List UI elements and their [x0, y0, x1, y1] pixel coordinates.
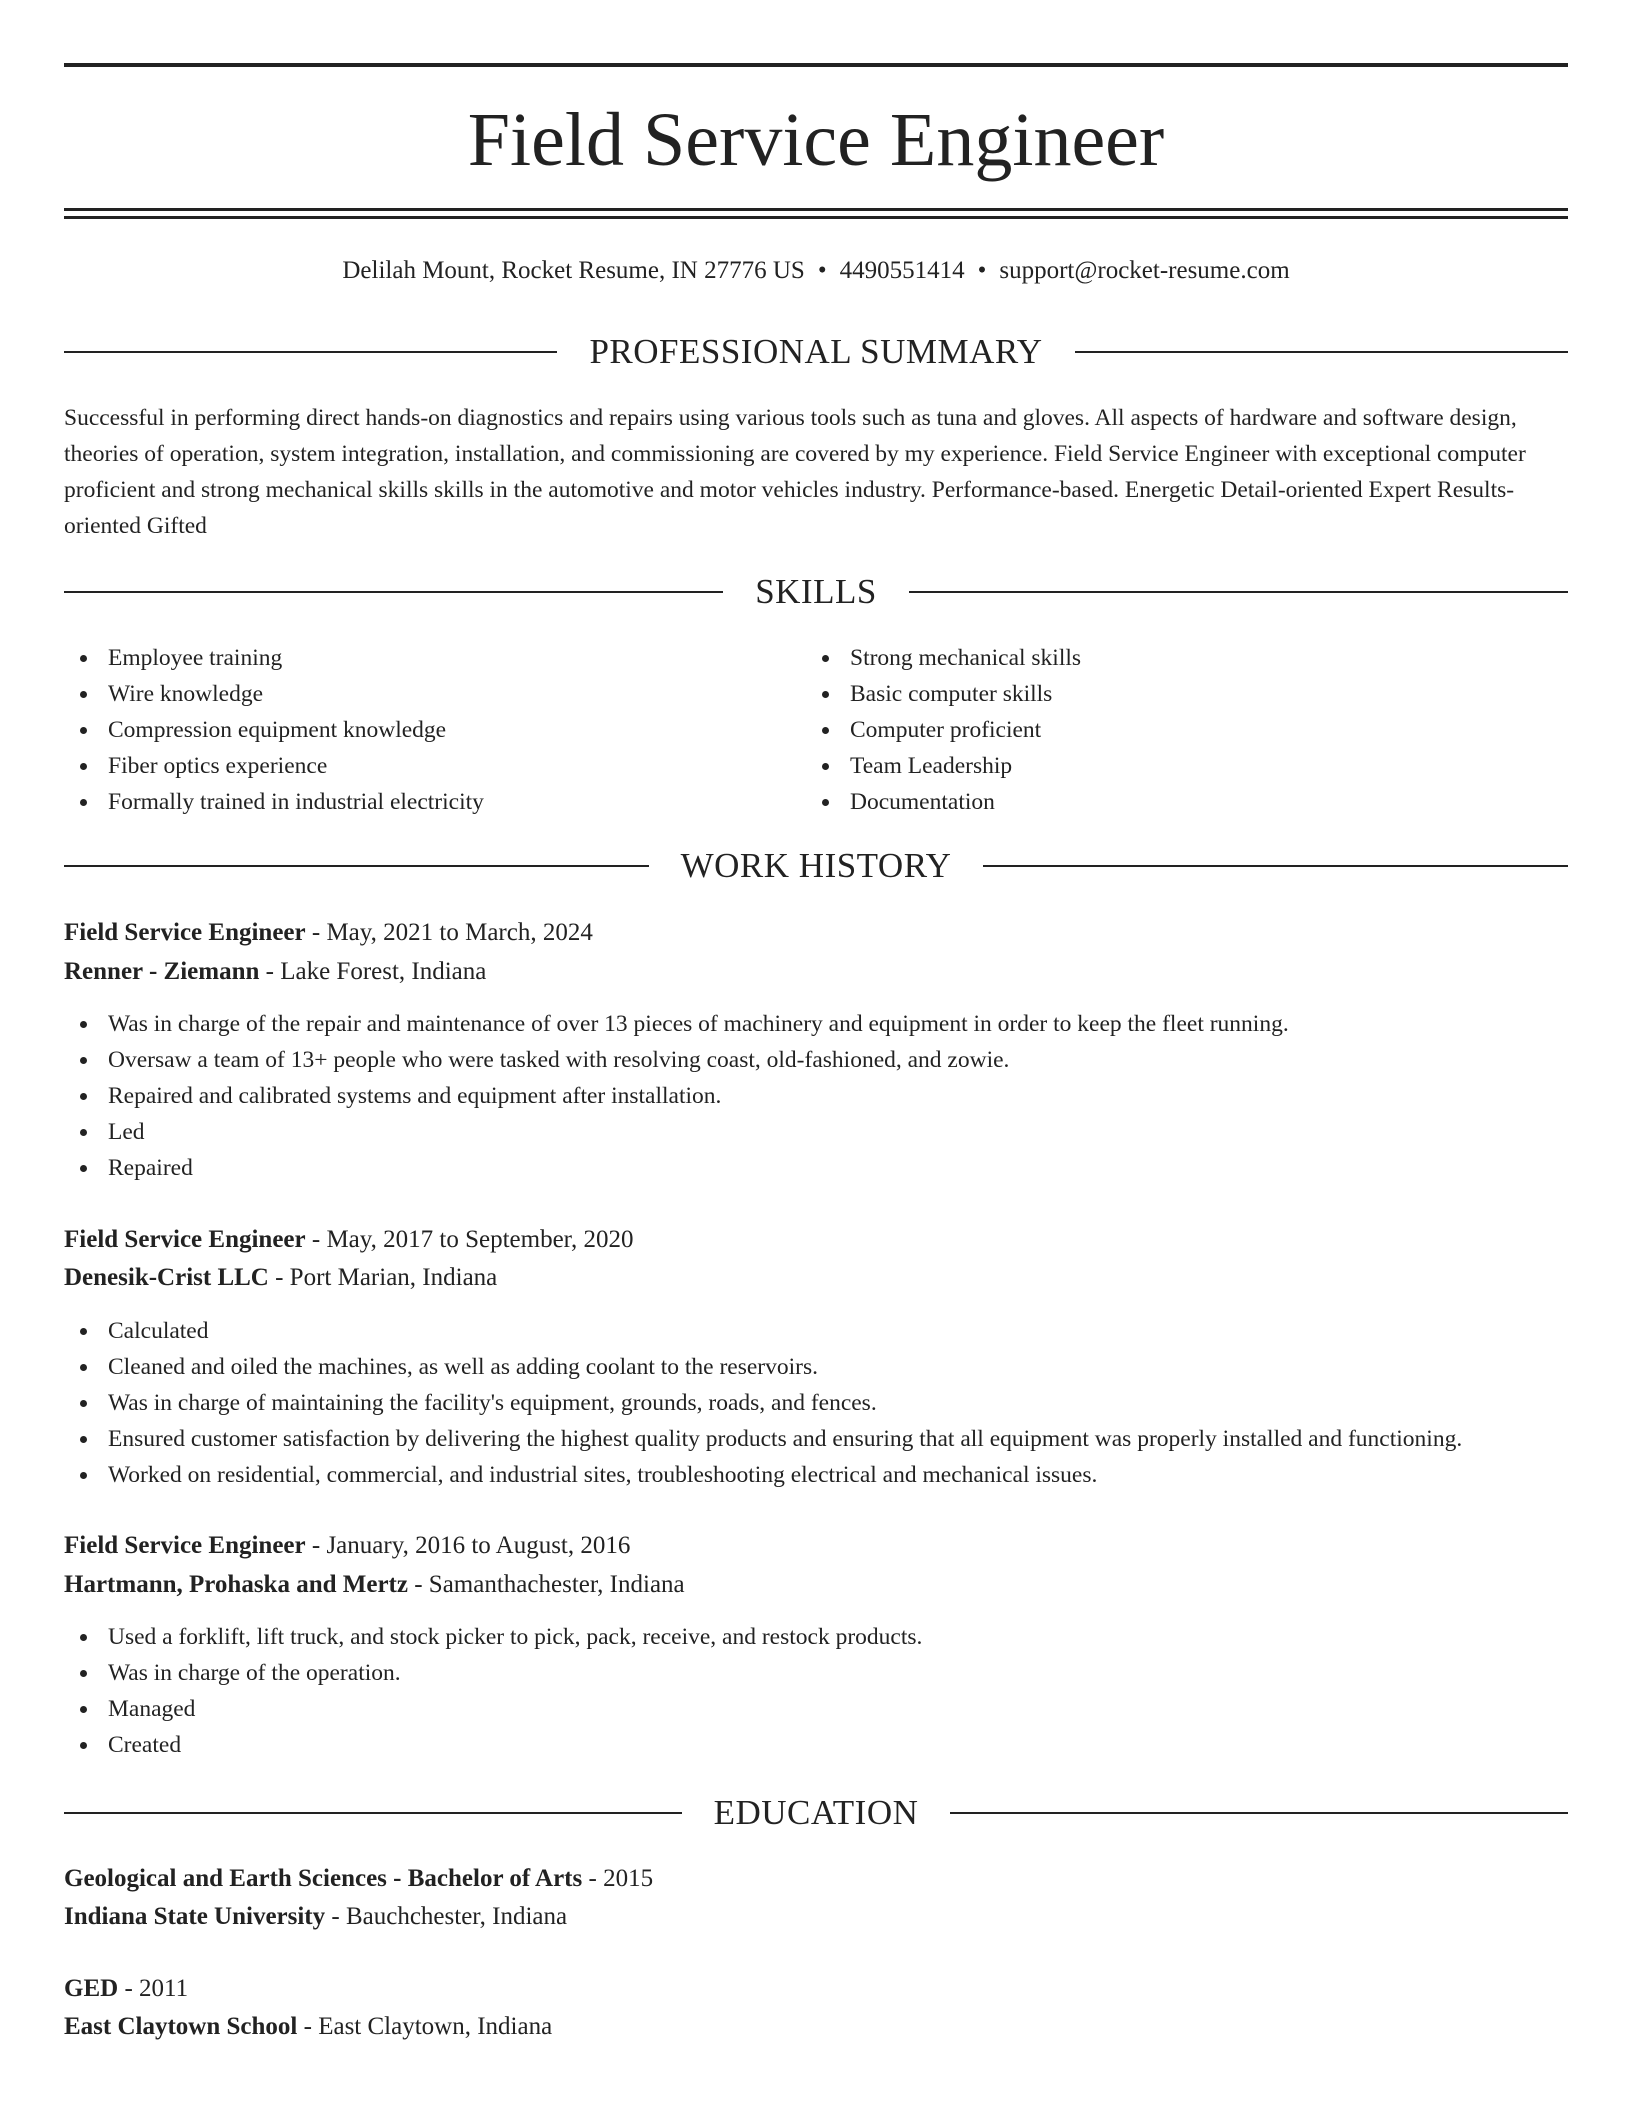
skill-item: Fiber optics experience — [64, 748, 804, 784]
education-degree: Geological and Earth Sciences - Bachelor of Arts — [64, 1865, 583, 1892]
contact-info — [64, 254, 1568, 288]
skill-item: Documentation — [806, 784, 1546, 820]
job-bullet: Oversaw a team of 13+ people who were tasked with resolving coast, old-fashioned, and zowie. — [64, 1042, 1568, 1078]
job-title: Field Service Engineer — [64, 919, 306, 946]
job-dates: - May, 2021 to March, 2024 — [305, 919, 593, 946]
job-bullet: Led — [64, 1114, 1568, 1150]
skill-item: Employee training — [64, 640, 804, 676]
contact-email[interactable]: support@rocket-resume.com — [999, 257, 1290, 284]
job-bullet: Worked on residential, commercial, and industrial sites, troubleshooting electrical and mechanical issues. — [64, 1457, 1568, 1493]
education-heading-label: EDUCATION — [713, 1793, 919, 1832]
heading-rule-left — [64, 351, 557, 353]
job-company: Renner - Ziemann — [64, 958, 260, 985]
skills-list-left — [64, 640, 804, 820]
job-bullet: Used a forklift, lift truck, and stock picker to pick, pack, receive, and restock products. — [64, 1619, 1568, 1655]
education-section-heading — [64, 1791, 1568, 1835]
heading-rule-left — [64, 865, 649, 867]
contact-phone: 4490551414 — [839, 257, 965, 284]
job-company-line — [64, 1260, 1568, 1296]
education-location: - East Claytown, Indiana — [297, 2013, 553, 2040]
skill-item: Team Leadership — [806, 748, 1546, 784]
education-location: - Bauchchester, Indiana — [325, 1903, 568, 1930]
resume-title: Field Service Engineer — [467, 98, 1165, 182]
education-school: East Claytown School — [64, 2013, 298, 2040]
job-bullet: Was in charge of the operation. — [64, 1655, 1568, 1691]
heading-rule-right — [983, 865, 1568, 867]
job-bullet: Was in charge of the repair and maintenance of over 13 pieces of machinery and equipment in order to keep the fleet running. — [64, 1006, 1568, 1042]
job-title-line — [64, 915, 1568, 951]
title-rule-upper — [64, 208, 1568, 211]
summary-text: Successful in performing direct hands-on diagnostics and repairs using various tools such as tuna and gloves. All aspects of hardware and software design, theories of operation, system integration, installation, and commissioning are covered by my experience. Field Service Engineer with exceptional computer proficient and strong mechanical skills skills in the automotive and motor vehicles industry. Performance-based. Energetic Detail-oriented Expert Results-oriented Gifted — [64, 405, 1526, 539]
job-company-line — [64, 954, 1568, 990]
contact-separator: • — [817, 257, 827, 284]
skill-item: Formally trained in industrial electricity — [64, 784, 804, 820]
job-bullet: Cleaned and oiled the machines, as well as adding coolant to the reservoirs. — [64, 1349, 1568, 1385]
contact-address: Delilah Mount, Rocket Resume, IN 27776 US — [342, 257, 805, 284]
summary-heading-label: PROFESSIONAL SUMMARY — [589, 332, 1043, 371]
heading-rule-left — [64, 1812, 682, 1814]
job-dates: - May, 2017 to September, 2020 — [305, 1226, 634, 1253]
skill-item: Computer proficient — [806, 712, 1546, 748]
skills-heading-label: SKILLS — [755, 572, 877, 611]
education-school-line — [64, 2009, 1568, 2045]
skill-item: Compression equipment knowledge — [64, 712, 804, 748]
job-bullet: Calculated — [64, 1313, 1568, 1349]
job-bullet: Repaired — [64, 1150, 1568, 1186]
education-year: - 2015 — [582, 1865, 654, 1892]
work-section-heading — [64, 844, 1568, 888]
education-school: Indiana State University — [64, 1903, 326, 1930]
job-company: Hartmann, Prohaska and Mertz — [64, 1571, 408, 1598]
job-bullet: Managed — [64, 1691, 1568, 1727]
skill-item: Wire knowledge — [64, 676, 804, 712]
education-degree-line — [64, 1971, 1568, 2007]
top-rule — [64, 63, 1568, 67]
job-title: Field Service Engineer — [64, 1532, 306, 1559]
job-bullet: Was in charge of maintaining the facility's equipment, grounds, roads, and fences. — [64, 1385, 1568, 1421]
education-degree: GED — [64, 1975, 119, 2002]
job-location: - Samanthachester, Indiana — [407, 1571, 685, 1598]
job-bullet: Created — [64, 1727, 1568, 1763]
contact-separator: • — [977, 257, 987, 284]
job-bullets — [64, 1619, 1568, 1763]
job-title-line — [64, 1222, 1568, 1258]
job-location: - Port Marian, Indiana — [268, 1264, 498, 1291]
skill-item: Strong mechanical skills — [806, 640, 1546, 676]
summary-section-heading — [64, 330, 1568, 374]
job-dates: - January, 2016 to August, 2016 — [305, 1532, 631, 1559]
job-title-line — [64, 1528, 1568, 1564]
job-bullet: Ensured customer satisfaction by delivering the highest quality products and ensuring that all equipment was properly installed and functioning. — [64, 1421, 1568, 1457]
title-rule-lower — [64, 216, 1568, 219]
heading-rule-right — [950, 1812, 1568, 1814]
job-title: Field Service Engineer — [64, 1226, 306, 1253]
job-location: - Lake Forest, Indiana — [259, 958, 487, 985]
heading-rule-right — [909, 591, 1568, 593]
education-school-line — [64, 1899, 1568, 1935]
heading-rule-right — [1075, 351, 1568, 353]
skills-list-right — [806, 640, 1546, 820]
skills-section-heading — [64, 570, 1568, 614]
job-company: Denesik-Crist LLC — [64, 1264, 269, 1291]
job-bullet: Repaired and calibrated systems and equipment after installation. — [64, 1078, 1568, 1114]
skill-item: Basic computer skills — [806, 676, 1546, 712]
job-bullets — [64, 1006, 1568, 1186]
job-company-line — [64, 1567, 1568, 1603]
education-degree-line — [64, 1861, 1568, 1897]
education-year: - 2011 — [118, 1975, 189, 2002]
work-heading-label: WORK HISTORY — [680, 846, 952, 885]
heading-rule-left — [64, 591, 723, 593]
job-bullets — [64, 1313, 1568, 1493]
